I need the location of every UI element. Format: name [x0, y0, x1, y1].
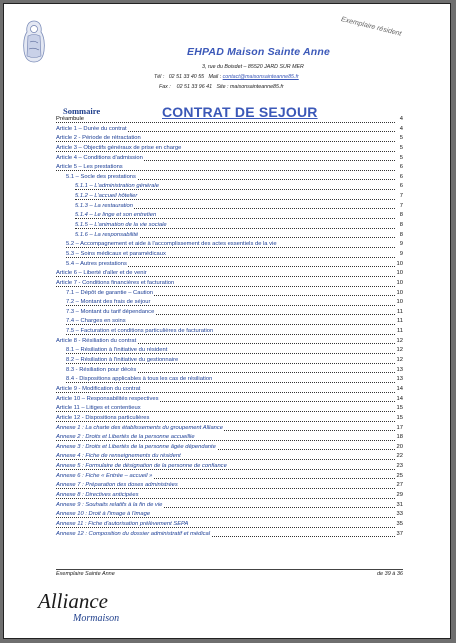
- toc-entry[interactable]: [56, 414, 403, 424]
- mail-link[interactable]: contact@maisonsainteanne85.fr: [222, 74, 299, 80]
- toc-entry-title: 8.4 - Dispositions applicables à tous les cas de résiliation: [66, 376, 213, 383]
- toc-entry[interactable]: [56, 501, 403, 511]
- toc-entry-page: 18: [396, 433, 403, 443]
- toc-entry-title: Préambule: [56, 116, 85, 122]
- site-label: Site :: [216, 84, 229, 90]
- toc-entry-title: 5.4 – Autres prestations: [66, 260, 127, 267]
- toc-entry-page: 13: [396, 375, 403, 385]
- toc-entry-page: 9: [399, 240, 403, 250]
- toc-entry-page: 14: [396, 385, 403, 395]
- toc-entry-title: Article 3 – Objectifs généraux de prise en charge: [56, 144, 182, 151]
- toc-entry[interactable]: [56, 404, 403, 414]
- toc-entry-title: 8.1 – Résiliation à l'initiative du résident: [66, 347, 168, 354]
- toc-entry-page: 9: [399, 250, 403, 260]
- toc-entry[interactable]: [56, 346, 403, 356]
- toc-entry-title: 5.1.6 – La responsabilité: [75, 231, 139, 238]
- toc-entry-title: 5.3 – Soins médicaux et paramédicaux: [66, 250, 166, 257]
- toc-entry-title: 7.5 – Facturation et conditions particulières de facturation: [66, 328, 214, 335]
- page-footer: [56, 571, 403, 580]
- footer-left: Exemplaire Sainte Anne: [56, 571, 115, 577]
- toc-entry-title: Annexe 1 : La charte des établissements du groupement Alliance: [56, 424, 224, 431]
- toc-entry[interactable]: [56, 250, 403, 260]
- fax-value: 02 51 33 96 41: [176, 84, 213, 90]
- toc-entry-page: 31: [396, 501, 403, 511]
- fax-label: Fax :: [159, 84, 171, 90]
- toc-entry-title: Annexe 3 : Droits et Libertés de la personne âgée dépendante: [56, 443, 216, 450]
- toc-entry[interactable]: [56, 240, 403, 250]
- toc-entry-title: 5.1.3 – La restauration: [75, 202, 134, 209]
- toc-entry-page: 7: [399, 202, 403, 212]
- toc-entry-page: 17: [396, 424, 403, 434]
- toc-entry-page: 15: [396, 404, 403, 414]
- toc-entry[interactable]: [56, 202, 403, 212]
- toc-entry[interactable]: [56, 154, 403, 164]
- toc-entry-title: Annexe 11 : Fiche d'autorisation prélèvement SEPA: [56, 520, 189, 527]
- toc-entry[interactable]: [56, 375, 403, 385]
- toc-entry-title: Article 6 – Liberté d'aller et de venir: [56, 270, 147, 277]
- mail-label: Mail :: [208, 74, 222, 80]
- toc-entry-page: 4: [399, 115, 403, 125]
- toc-entry-page: 12: [396, 346, 403, 356]
- toc-entry-title: 5.1.5 – L'animation de la vie sociale: [75, 222, 167, 229]
- toc-entry-page: 27: [396, 481, 403, 491]
- toc-entry[interactable]: [56, 385, 403, 395]
- toc-entry-title: 7.1 – Dépôt de garantie – Caution: [66, 289, 154, 296]
- toc-entry-page: 29: [396, 491, 403, 501]
- toc-entry-title: 5.1.4 – Le linge et son entretien: [75, 212, 157, 219]
- toc-entry[interactable]: [56, 115, 403, 125]
- contract-title: CONTRAT DE SEJOUR: [162, 104, 318, 120]
- toc-entry-page: 35: [396, 520, 403, 530]
- toc-entry-title: Article 9 - Modification du contrat: [56, 385, 141, 392]
- toc-entry-page: 12: [396, 337, 403, 347]
- toc-entry[interactable]: [56, 481, 403, 491]
- toc-entry-page: 7: [399, 192, 403, 202]
- toc-leader-dots: [56, 141, 395, 142]
- toc-entry-page: 33: [396, 510, 403, 520]
- toc-entry-title: Annexe 8 : Directives anticipées: [56, 491, 139, 498]
- toc-entry[interactable]: [56, 462, 403, 472]
- table-of-contents: [56, 115, 403, 539]
- toc-entry[interactable]: [56, 472, 403, 482]
- toc-entry-page: 10: [396, 269, 403, 279]
- fax-line: [159, 84, 284, 90]
- toc-leader-dots: [56, 459, 395, 460]
- toc-entry[interactable]: [56, 163, 403, 173]
- toc-entry[interactable]: [56, 337, 403, 347]
- toc-entry[interactable]: [56, 308, 403, 318]
- toc-entry-title: Article 7 - Conditions financières et facturation: [56, 279, 175, 286]
- toc-entry[interactable]: [56, 289, 403, 299]
- toc-entry-page: 10: [396, 279, 403, 289]
- toc-entry-title: Article 5 – Les prestations: [56, 164, 123, 171]
- toc-entry-page: 14: [396, 395, 403, 405]
- toc-entry-title: 8.3 - Résiliation pour décès: [66, 366, 137, 373]
- toc-entry-page: 10: [396, 289, 403, 299]
- toc-entry-title: Article 4 – Conditions d'admission: [56, 154, 143, 161]
- alliance-brand-logo: [32, 589, 142, 634]
- toc-entry[interactable]: [56, 144, 403, 154]
- toc-entry-title: 8.2 – Résiliation à l'initiative du gestionnaire: [66, 357, 179, 364]
- toc-entry-page: 23: [396, 462, 403, 472]
- toc-leader-dots: [56, 276, 395, 277]
- toc-entry[interactable]: [56, 231, 403, 241]
- toc-entry-page: 13: [396, 366, 403, 376]
- toc-entry[interactable]: [56, 443, 403, 453]
- toc-entry-page: 8: [399, 221, 403, 231]
- toc-entry-title: 7.4 – Charges en soins: [66, 318, 126, 325]
- toc-entry-title: Article 2 - Période de rétractation: [56, 135, 141, 142]
- toc-entry[interactable]: [56, 211, 403, 221]
- toc-entry[interactable]: [56, 356, 403, 366]
- toc-entry-title: Annexe 12 : Composition du dossier administratif et médical: [56, 530, 211, 537]
- toc-entry-title: Annexe 10 : Droit à l'image à l'image: [56, 511, 151, 518]
- toc-entry-page: 8: [399, 211, 403, 221]
- toc-entry-title: Article 11 – Litiges et contentieux: [56, 405, 141, 412]
- toc-entry[interactable]: [56, 520, 403, 530]
- toc-entry-page: 5: [399, 134, 403, 144]
- toc-entry[interactable]: [56, 530, 403, 540]
- toc-entry-page: 10: [396, 298, 403, 308]
- sommaire-heading: Sommaire: [63, 106, 101, 116]
- toc-entry[interactable]: [56, 452, 403, 462]
- toc-leader-dots: [56, 122, 395, 123]
- toc-entry[interactable]: [56, 298, 403, 308]
- toc-entry-page: 5: [399, 154, 403, 164]
- toc-leader-dots: [56, 517, 395, 518]
- toc-entry[interactable]: [56, 269, 403, 279]
- toc-leader-dots: [75, 218, 395, 219]
- toc-entry-title: 5.2 – Accompagnement et aide à l'accomplissement des actes essentiels de la vie: [66, 241, 277, 248]
- tel-label: Tél :: [154, 74, 165, 80]
- toc-entry[interactable]: [56, 491, 403, 501]
- toc-entry-title: Annexe 7 : Préparation des doses administrées: [56, 482, 178, 489]
- toc-entry-title: 5.1.1 – L'administration générale: [75, 183, 159, 190]
- toc-entry-page: 37: [396, 530, 403, 540]
- copy-stamp: Exemplaire résident: [340, 16, 403, 38]
- toc-entry-page: 25: [396, 472, 403, 482]
- toc-entry-page: 11: [396, 327, 403, 337]
- toc-leader-dots: [66, 247, 395, 248]
- toc-entry[interactable]: [56, 134, 403, 144]
- toc-leader-dots: [56, 411, 395, 412]
- toc-entry-title: 5.1.2 – L'accueil hôtelier: [75, 193, 138, 200]
- toc-entry-title: Annexe 2 : Droits et Libertés de la personne accueillie: [56, 434, 195, 441]
- toc-entry[interactable]: [56, 125, 403, 135]
- toc-entry-page: 20: [396, 443, 403, 453]
- tel-value: 02 51 33 40 55: [168, 74, 205, 80]
- toc-leader-dots: [75, 189, 395, 190]
- toc-entry-title: Annexe 5 : Formulaire de désignation de la personne de confiance: [56, 463, 227, 470]
- footer-right: de 39 à 36: [377, 571, 403, 577]
- address-line: 3, rue du Boisdet – 85520 JARD SUR MER: [202, 64, 304, 70]
- establishment-title: EHPAD Maison Sainte Anne: [187, 46, 331, 58]
- toc-entry[interactable]: [56, 433, 403, 443]
- toc-entry-page: 6: [399, 182, 403, 192]
- footer-rule: [56, 569, 403, 570]
- toc-entry[interactable]: [56, 327, 403, 337]
- toc-leader-dots: [56, 488, 395, 489]
- toc-entry-page: 6: [399, 163, 403, 173]
- toc-entry-page: 10: [396, 260, 403, 270]
- toc-entry[interactable]: [56, 317, 403, 327]
- toc-entry-page: 4: [399, 125, 403, 135]
- toc-entry-page: 8: [399, 231, 403, 241]
- toc-entry-page: 5: [399, 144, 403, 154]
- document-page: [3, 3, 451, 639]
- toc-entry-title: 5.1 – Socle des prestations: [66, 173, 136, 180]
- toc-entry-title: 7.2 – Montant des frais de séjour: [66, 299, 151, 306]
- toc-entry-page: 6: [399, 173, 403, 183]
- toc-entry-page: 11: [396, 308, 403, 318]
- toc-entry-page: 11: [396, 317, 403, 327]
- toc-entry-page: 12: [396, 356, 403, 366]
- toc-entry[interactable]: [56, 182, 403, 192]
- toc-entry-title: Article 1 – Durée du contrat: [56, 125, 127, 132]
- toc-entry[interactable]: [56, 221, 403, 231]
- toc-entry[interactable]: [56, 192, 403, 202]
- toc-entry[interactable]: [56, 395, 403, 405]
- toc-entry-title: Article 10 – Responsabilités respectives: [56, 395, 159, 402]
- toc-entry[interactable]: [56, 366, 403, 376]
- toc-entry-page: 15: [396, 414, 403, 424]
- toc-entry-title: Article 12 - Dispositions particulières: [56, 414, 150, 421]
- toc-entry-title: Annexe 6 : Fiche « Entrée – accueil »: [56, 472, 153, 479]
- toc-leader-dots: [66, 382, 395, 383]
- toc-entry-title: Annexe 4 : Fiche de renseignements du résident: [56, 453, 181, 460]
- toc-entry-title: Annexe 9 : Souhaits relatifs à la fin de vie: [56, 501, 163, 508]
- toc-entry-page: 22: [396, 452, 403, 462]
- toc-entry-title: Article 8 - Résiliation du contrat: [56, 337, 137, 344]
- site-value[interactable]: maisonsainteanne85.fr: [230, 84, 284, 90]
- brand-line2: Mormaison: [73, 613, 120, 624]
- toc-entry[interactable]: [56, 424, 403, 434]
- toc-entry[interactable]: [56, 510, 403, 520]
- toc-leader-dots: [66, 324, 395, 325]
- toc-entry[interactable]: [56, 279, 403, 289]
- contact-line: [154, 74, 299, 80]
- madonna-logo-icon: [18, 18, 50, 64]
- toc-leader-dots: [66, 353, 395, 354]
- brand-line1: Alliance: [38, 589, 108, 613]
- toc-entry[interactable]: [56, 173, 403, 183]
- toc-entry[interactable]: [56, 260, 403, 270]
- toc-entry-title: 7.3 – Montant du tarif dépendance: [66, 308, 155, 315]
